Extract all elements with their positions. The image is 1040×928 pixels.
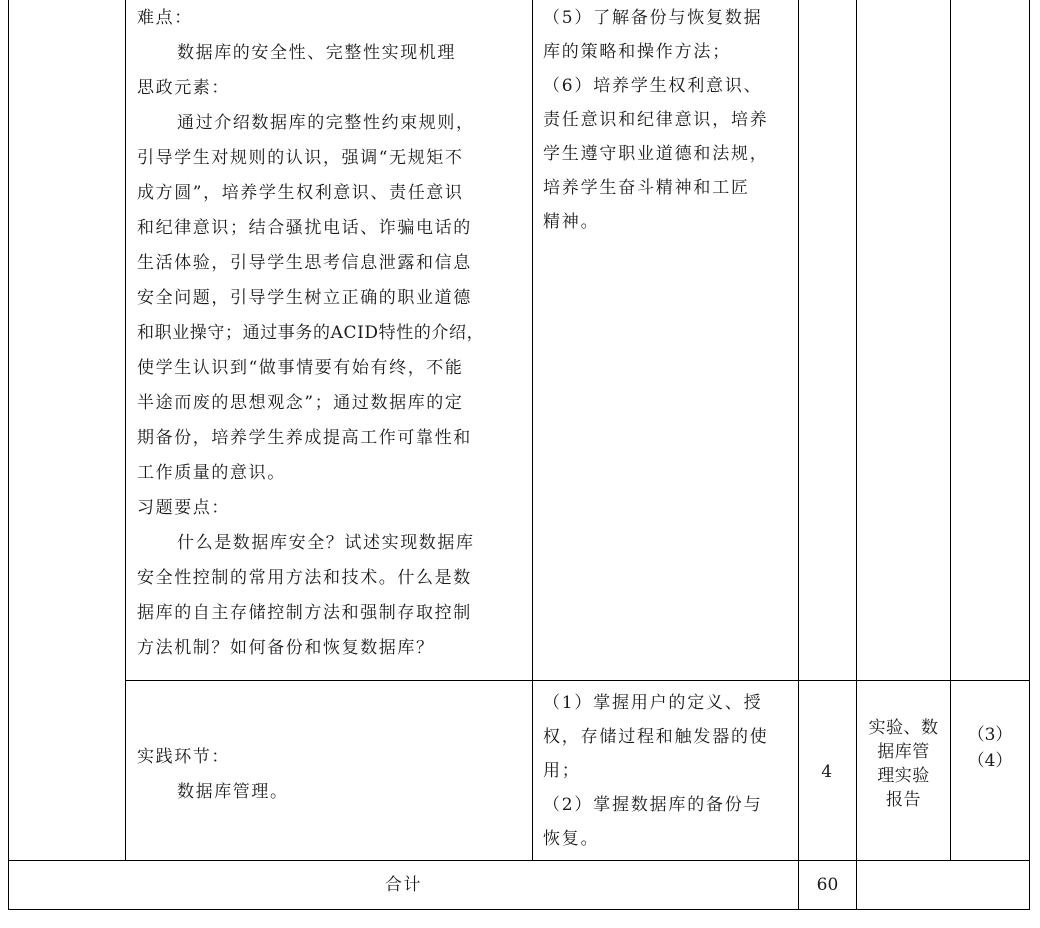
content-line: 成方圆”，培养学生权利意识、责任意识 <box>137 183 464 203</box>
objective-line: 恢复。 <box>543 829 600 849</box>
content-line: 什么是数据库安全？试述实现数据库 <box>177 533 475 553</box>
table-border-right <box>1029 0 1030 910</box>
content-line: 工作质量的意识。 <box>137 463 286 483</box>
column-divider-2 <box>532 0 533 860</box>
objective-line: 权，存储过程和触发器的使 <box>543 727 769 747</box>
content-line: 习题要点： <box>137 498 230 518</box>
content-line: 引导学生对规则的认识，强调“无规矩不 <box>137 148 464 168</box>
objective-line: （5）了解备份与恢复数据 <box>543 8 763 28</box>
table-border-bottom <box>8 909 1030 910</box>
content-line: 安全问题，引导学生树立正确的职业道德 <box>137 288 472 308</box>
objective-line: 精神。 <box>543 212 600 232</box>
teaching-content-cell <box>137 1 529 666</box>
content-line: 安全性控制的常用方法和技术。什么是数 <box>137 568 472 588</box>
practice-objectives-cell <box>543 686 795 856</box>
column-divider-1 <box>125 0 126 860</box>
content-line: 思政元素： <box>137 78 230 98</box>
content-line: 期备份，培养学生养成提高工作可靠性和 <box>137 428 472 448</box>
objective-line: （2）掌握数据库的备份与 <box>543 795 763 815</box>
row-divider-total <box>8 860 1030 861</box>
assessment-line: 理实验 <box>877 766 930 786</box>
row-divider-practice <box>125 680 1030 681</box>
content-line: 据库的自主存储控制方法和强制存取控制 <box>137 603 472 623</box>
practice-content-cell <box>137 740 529 810</box>
practice-hours: 4 <box>821 762 834 782</box>
content-line: 数据库的安全性、完整性实现机理 <box>177 43 456 63</box>
content-line: 生活体验，引导学生思考信息泄露和信息 <box>137 253 472 273</box>
practice-support-cell <box>951 722 1029 774</box>
content-line: 方法机制？如何备份和恢复数据库？ <box>137 638 435 658</box>
assessment-line: 实验、数 <box>868 718 939 738</box>
content-line: 难点： <box>137 8 193 28</box>
content-line: 和纪律意识；结合骚扰电话、诈骗电话的 <box>137 218 472 238</box>
objective-line: （1）掌握用户的定义、授 <box>543 693 763 713</box>
objective-line: 培养学生奋斗精神和工匠 <box>543 178 750 198</box>
total-hours: 60 <box>816 875 839 895</box>
assessment-line: 报告 <box>886 790 921 810</box>
content-line: 半途而废的思想观念”；通过数据库的定 <box>137 393 464 413</box>
practice-body: 数据库管理。 <box>177 782 289 802</box>
objective-line: 学生遵守职业道德和法规， <box>543 144 769 164</box>
total-label: 合计 <box>384 875 423 895</box>
support-line: （3） <box>967 725 1013 745</box>
content-line: 通过介绍数据库的完整性约束规则， <box>177 113 475 133</box>
assessment-line: 据库管 <box>877 742 930 762</box>
objective-line: 库的策略和操作方法； <box>543 42 731 62</box>
objective-line: 用； <box>543 761 581 781</box>
support-line: （4） <box>967 751 1013 771</box>
practice-assessment-cell <box>857 716 950 812</box>
objective-line: 责任意识和纪律意识，培养 <box>543 110 769 130</box>
practice-title: 实践环节： <box>137 747 230 767</box>
objective-line: （6）培养学生权利意识、 <box>543 76 763 96</box>
content-line: 使学生认识到“做事情要有始有终，不能 <box>137 358 464 378</box>
teaching-objectives-cell <box>543 1 795 239</box>
content-line: 和职业操守；通过事务的ACID特性的介绍， <box>137 323 485 343</box>
table-border-left <box>8 0 9 910</box>
